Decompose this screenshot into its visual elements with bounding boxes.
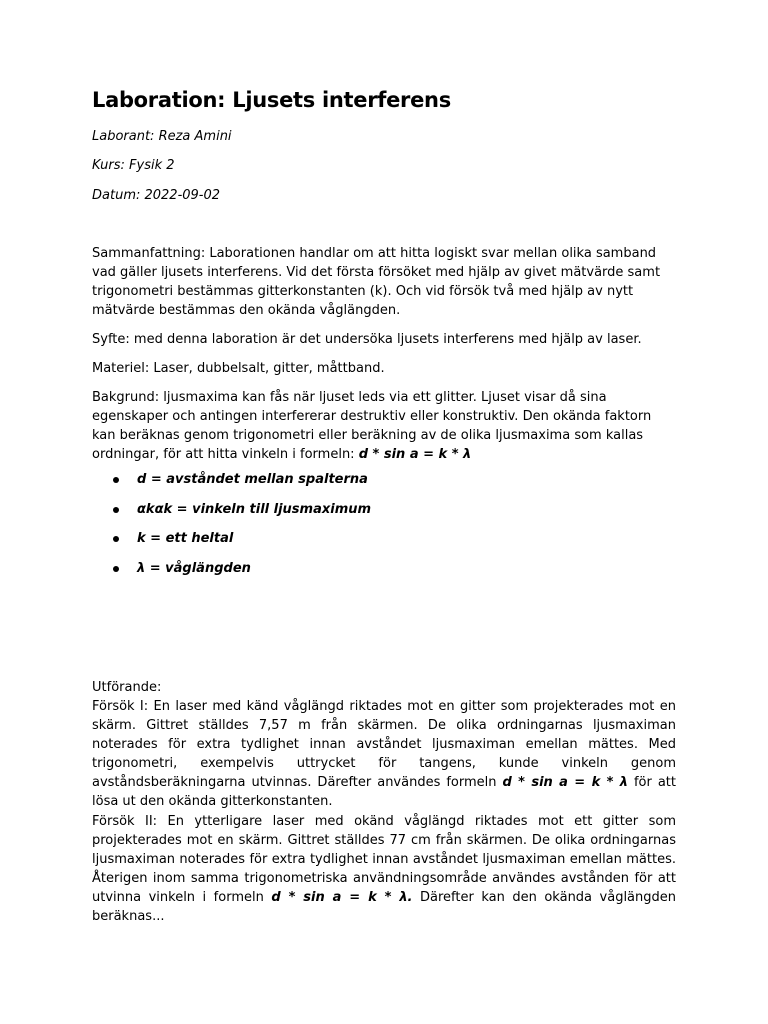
forsok1-formula: d * sin a = k * λ (502, 775, 628, 790)
bullet-dot-icon (113, 536, 119, 542)
bakgrund-text: Bakgrund: ljusmaxima kan fås när ljuset leds via ett glitter. Ljuset visar då sina egenskaper och antingen interfererar destruktiv eller konstruktiv. Den okända faktorn kan beräknas genom trigonometri eller beräkning av de olika ljusmaxima som kallas ordningar, för att hitta vinkeln i formeln: (92, 390, 652, 462)
forsok2-text: Försök II: En ytterligare laser med okänd våglängd riktades mot ett gitter som projekterades mot en skärm. Gittret ställdes 77 cm från skärmen. De olika ordningarnas ljusmaximan noterades för extra tydlighet innan avståndet ljusmaximan emellan mättes. Återigen inom samma trigonometriska användningsområde användes avstånden för att utvinna vinkeln i formeln (92, 814, 676, 905)
kurs-line: Kurs: Fysik 2 (92, 158, 175, 173)
forsok2-paragraph (92, 812, 676, 926)
bullet-dot-icon (113, 566, 119, 572)
bullet-dot-icon (113, 507, 119, 513)
forsok1-paragraph (92, 697, 676, 811)
forsok1-text: Försök I: En laser med känd våglängd riktades mot en gitter som projekterades mot en skärm. Gittret ställdes 7,57 m från skärmen. De olika ordningarnas ljusmaximan noterades för extra tydlighet innan avståndet ljusmaximan emellan mättes. Med trigonometri, exempelvis uttrycket för tangens, kunde vinkeln genom avståndsberäkningarna utvinnas. Därefter användes formeln (92, 699, 676, 790)
bullet-dot-icon (113, 477, 119, 483)
formula-inline: d * sin a = k * λ (358, 447, 472, 462)
materiel-paragraph: Materiel: Laser, dubbelsalt, gitter, måttband. (92, 361, 385, 376)
laborant-line: Laborant: Reza Amini (92, 129, 232, 144)
document-title: Laboration: Ljusets interferens (92, 88, 451, 112)
syfte-paragraph: Syfte: med denna laboration är det undersöka ljusets interferens med hjälp av laser. (92, 332, 642, 347)
forsok2-formula: d * sin a = k * λ. (271, 890, 413, 905)
bakgrund-paragraph (92, 388, 676, 464)
forsok1-text-end: för att lösa ut den okända gitterkonstanten. (92, 775, 676, 809)
utforande-heading: Utförande: (92, 680, 162, 695)
sammanfattning-paragraph: Sammanfattning: Laborationen handlar om att hitta logiskt svar mellan olika samband vad gäller ljusets interferens. Vid det första försöket med hjälp av givet mätvärde samt trigonometri bestämmas gitterkonstanten (k). Och vid försök två med hjälp av nytt mätvärde bestämmas den okända våglängden. (92, 246, 661, 318)
datum-line: Datum: 2022-09-02 (92, 188, 221, 203)
forsok2-text-end: Därefter kan den okända våglängden beräknas... (92, 890, 677, 924)
